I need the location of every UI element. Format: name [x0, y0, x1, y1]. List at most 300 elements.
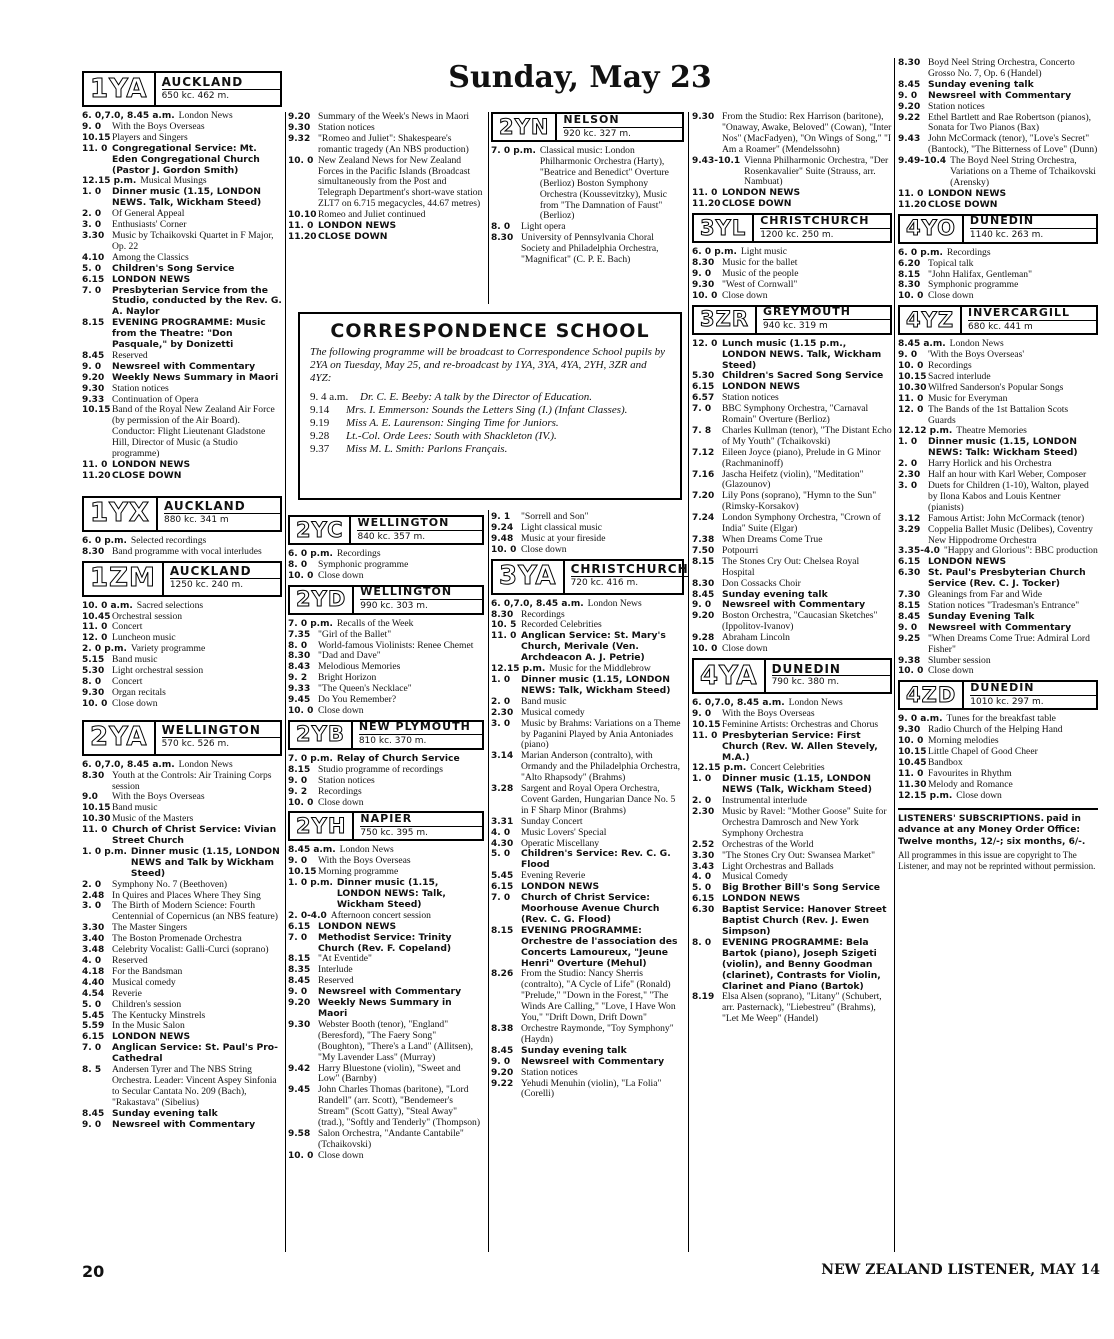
programme-description: Music by Tchaikovski Quartet in F Major, Op. 22	[112, 229, 274, 252]
programme-description: Gleanings from Far and Wide	[928, 589, 1043, 601]
programme-time: 10. 5	[491, 620, 517, 631]
programme-description: Light opera	[521, 221, 566, 233]
programme-description: London News	[788, 696, 843, 708]
station-logo: 4ZD	[900, 682, 964, 708]
programme-time: 4.54	[82, 988, 105, 999]
programme-description: Theatre Memories	[956, 425, 1027, 437]
programme-description: Church of Christ Service: Moorhouse Avenue Church (Rev. C. G. Flood)	[521, 892, 660, 925]
programme-list-2yd	[288, 619, 484, 717]
programme-time: 10. 0	[491, 544, 517, 555]
programme-description: Sacred interlude	[928, 370, 991, 382]
programme-time: 11. 0	[82, 460, 108, 470]
station-frequency: 990 kc. 303 m.	[360, 601, 428, 612]
programme-time: 7.38	[692, 535, 715, 545]
station-header-2yn	[491, 112, 684, 142]
programme-item	[82, 847, 282, 880]
programme-item	[288, 787, 484, 798]
programme-description: Jascha Heifetz (violin), "Meditation" (Glazounov)	[722, 468, 864, 491]
programme-description: Reserved	[112, 349, 148, 361]
programme-item	[898, 91, 1098, 102]
programme-description: Lily Pons (soprano), "Hymn to the Sun" (Rimsky-Korsakov)	[722, 490, 877, 513]
programme-time: 6. 0 p.m.	[692, 247, 737, 258]
programme-time: 4.10	[82, 252, 105, 263]
programme-list-2ya-cont	[288, 112, 486, 243]
programme-description: Musical comedy	[112, 976, 176, 988]
programme-time: 5.45	[82, 1010, 105, 1021]
programme-time: 8.26	[491, 969, 514, 980]
programme-time: 2. 0	[898, 459, 918, 470]
programme-time: 9. 0	[288, 987, 308, 998]
programme-description: Andersen Tyrer and The NBS String Orchestra. Leader: Vincent Aspey Sinfonia to Secular Cantata No. 209 (Bach), "Rakastava" (Sibelius)	[112, 1064, 277, 1108]
programme-description: Station notices "Tradesman's Entrance"	[928, 599, 1080, 611]
programme-description: Music Lovers' Special	[521, 826, 607, 838]
station-header-4zd	[898, 680, 1098, 710]
programme-time: 11. 0	[82, 825, 108, 836]
programme-time: 9.45	[288, 695, 311, 706]
programme-time: 5.59	[82, 1021, 105, 1032]
programme-time: 9.22	[898, 112, 921, 123]
programme-description: LONDON NEWS	[928, 556, 1007, 568]
programme-time: 3.48	[82, 945, 105, 956]
correspondence-time: 9. 4 a.m.	[310, 391, 349, 403]
programme-description: Station notices	[318, 121, 375, 133]
programme-time: 6.30	[692, 905, 715, 916]
programme-item	[82, 771, 282, 793]
programme-item	[288, 156, 486, 211]
subscriptions-notice	[898, 808, 1098, 872]
station-header-3ya	[491, 559, 689, 595]
programme-time: 3.30	[82, 230, 105, 241]
programme-description: Sunday evening talk	[722, 588, 828, 600]
programme-time: 10.10	[288, 210, 317, 221]
programme-time: 5. 0	[692, 883, 712, 894]
programme-item	[692, 470, 892, 492]
correspondence-items	[310, 391, 670, 456]
programme-description: Children's Sacred Song Service	[722, 370, 884, 382]
programme-time: 9. 0	[288, 775, 308, 786]
programme-time: 10. 0	[898, 736, 924, 747]
programme-item	[82, 699, 282, 710]
programme-item	[898, 514, 1098, 525]
programme-item	[898, 102, 1098, 113]
correspondence-item	[310, 430, 670, 443]
programme-time: 8.30	[491, 233, 514, 244]
programme-item	[491, 926, 684, 970]
programme-description: Recorded Celebrities	[521, 619, 602, 631]
station-header-4yz	[898, 305, 1098, 335]
programme-description: CLOSE DOWN	[928, 198, 998, 210]
programme-description: Sunday evening talk	[112, 1107, 218, 1119]
programme-description: Dinner music (1.15, LONDON NEWS. Talk, Wickham Steed)	[112, 186, 262, 209]
programme-item	[692, 579, 892, 590]
programme-time: 1. 0	[82, 187, 102, 198]
copyright-note: All programmes in this issue are copyright to The Listener, and may not be reprinted without permission.	[898, 850, 1096, 871]
programme-time: 2. 0-4.0	[288, 910, 327, 921]
programme-time: 3.31	[491, 816, 514, 827]
programme-description: Concert Celebrities	[750, 762, 825, 774]
station-header-4ya	[692, 658, 892, 694]
programme-description: In the Music Salon	[112, 1020, 185, 1032]
programme-description: Symphonic programme	[318, 558, 409, 570]
station-logo: 2YA	[84, 722, 156, 754]
programme-item	[82, 471, 282, 482]
programme-description: Dinner music (1.15, LONDON NEWS: Talk, Wickham Steed)	[336, 877, 446, 910]
programme-time: 10. 0	[692, 644, 718, 655]
programme-description: Tunes for the breakfast table	[946, 713, 1056, 725]
programme-item	[898, 568, 1098, 590]
programme-time: 8.43	[288, 662, 311, 673]
programme-item	[288, 776, 484, 787]
programme-time: 9.58	[288, 1128, 311, 1139]
programme-time: 9.30	[898, 725, 921, 736]
programme-item	[82, 1043, 282, 1065]
programme-item	[288, 1085, 484, 1129]
programme-item	[692, 156, 892, 189]
programme-item	[82, 264, 282, 275]
programme-time: 6. 0,7.0, 8.45 a.m.	[82, 111, 175, 121]
programme-time: 9.0	[82, 792, 98, 803]
station-logo: 1YX	[84, 498, 158, 530]
programme-description: Music for Everyman	[928, 392, 1008, 404]
programme-time: 8.45	[82, 350, 105, 361]
programme-description: Variety programme	[130, 643, 206, 655]
programme-description: Newsreel with Commentary	[521, 1055, 665, 1067]
programme-time: 10. 0	[898, 666, 924, 677]
correspondence-description: Dr. C. E. Beeby: A talk by the Director of Education.	[360, 391, 592, 403]
programme-time: 8. 5	[82, 1065, 102, 1076]
station-logo: 4YO	[900, 216, 964, 242]
programme-item	[692, 807, 892, 840]
programme-description: Recordings	[318, 785, 362, 797]
programme-time: 9.30	[82, 383, 105, 394]
programme-description: "At Eventide"	[318, 953, 372, 965]
programme-time: 2.30	[692, 807, 715, 818]
programme-time: 3.29	[898, 524, 921, 535]
programme-item	[692, 992, 892, 1025]
programme-time: 9.42	[288, 1063, 311, 1074]
programme-time: 7.35	[288, 629, 311, 640]
correspondence-time: 9.37	[310, 443, 330, 455]
station-frequency: 680 kc. 441 m	[968, 321, 1033, 332]
programme-item	[692, 426, 892, 448]
programme-time: 8. 0	[288, 640, 308, 651]
programme-item	[692, 199, 892, 210]
programme-time: 6.57	[692, 393, 715, 404]
programme-list-2ya	[82, 760, 282, 1131]
programme-time: 11. 0	[692, 730, 718, 741]
programme-time: 4. 0	[692, 872, 712, 883]
programme-time: 10. 0	[288, 155, 314, 166]
programme-description: LONDON NEWS	[112, 459, 191, 470]
programme-time: 8.30	[898, 280, 921, 291]
programme-time: 6.15	[898, 557, 921, 568]
programme-item	[898, 437, 1098, 459]
programme-item	[898, 791, 1098, 802]
programme-item	[898, 259, 1098, 270]
programme-description: Children's session	[112, 998, 182, 1010]
programme-description: Concert	[112, 621, 143, 633]
programme-description: Organ recitals	[112, 686, 166, 698]
programme-description: Of General Appeal	[112, 208, 185, 220]
programme-item	[692, 611, 892, 633]
programme-item	[82, 989, 282, 1000]
programme-description: "Sorrell and Son"	[521, 511, 589, 522]
programme-item	[288, 619, 484, 630]
station-frequency: 1200 kc. 250 m.	[760, 229, 834, 240]
programme-description: Romeo and Juliet continued	[318, 209, 426, 221]
programme-description: Big Brother Bill's Song Service	[722, 882, 881, 894]
programme-time: 3.40	[82, 934, 105, 945]
programme-time: 9.20	[288, 112, 311, 122]
programme-description: When Dreams Come True	[722, 534, 823, 545]
programme-time: 7.24	[692, 513, 715, 524]
programme-item	[491, 631, 684, 664]
programme-time: 3. 0	[82, 220, 102, 231]
programme-time: 10.15	[82, 803, 111, 814]
programme-item	[692, 112, 892, 156]
programme-time: 9. 0	[898, 350, 918, 361]
correspondence-description: Lt.-Col. Orde Lees: South with Shackleton (IV.).	[346, 430, 557, 442]
programme-time: 4. 0	[491, 827, 511, 838]
programme-time: 5.45	[491, 871, 514, 882]
programme-item	[491, 1068, 684, 1079]
programme-description: Afternoon concert session	[330, 909, 431, 921]
correspondence-time: 9.14	[310, 404, 330, 416]
station-name: NAPIER	[360, 814, 482, 827]
station-name: DUNEDIN	[772, 664, 890, 677]
programme-time: 8.15	[898, 600, 921, 611]
programme-time: 3.43	[692, 861, 715, 872]
programme-time: 9.43	[898, 134, 921, 145]
programme-time: 9. 0	[898, 622, 918, 633]
programme-description: Concert	[112, 675, 143, 687]
programme-description: "John Halifax, Gentleman"	[928, 268, 1033, 280]
programme-item	[692, 644, 892, 655]
page-title: Sunday, May 23	[448, 60, 712, 95]
programme-description: Recordings	[521, 608, 565, 620]
programme-description: Morning melodies	[928, 735, 999, 747]
programme-list-1zm	[82, 601, 282, 710]
programme-time: 9. 0 a.m.	[898, 714, 943, 725]
column-2-lower-left	[288, 512, 484, 1162]
programme-time: 8.15	[692, 556, 715, 567]
programme-item	[288, 798, 484, 809]
programme-time: 6.15	[82, 1032, 105, 1043]
programme-description: From the Studio: Rex Harrison (baritone), "Onaway, Awake, Beloved" (Cowan), "Inter Nos" (MacFadyen), "On Wings of Song," "I Am a Roamer" (Mendelssohn)	[722, 111, 892, 155]
programme-time: 12. 0	[692, 338, 718, 349]
programme-item	[82, 1109, 282, 1120]
programme-description: Station notices	[318, 774, 375, 786]
programme-time: 9. 0	[82, 1119, 102, 1130]
correspondence-time: 9.28	[310, 430, 330, 442]
programme-time: 1. 0	[898, 437, 918, 448]
programme-time: 12. 0	[82, 633, 108, 644]
station-name: INVERCARGILL	[968, 308, 1096, 321]
programme-item	[491, 708, 684, 719]
programme-item	[82, 601, 282, 612]
programme-item	[898, 291, 1098, 302]
programme-description: Station notices	[928, 100, 985, 112]
programme-time: 10. 0	[288, 705, 314, 716]
programme-time: 2. 0	[82, 209, 102, 220]
programme-description: Sargent and Royal Opera Orchestra, Covent Garden, Hungarian Dance No. 5 in F Sharp Minor (Brahms)	[521, 783, 676, 816]
programme-description: LONDON NEWS	[112, 273, 191, 285]
programme-time: 8.30	[288, 651, 311, 662]
programme-description: Light Orchestras and Ballads	[722, 860, 834, 872]
programme-time: 8.45	[82, 1108, 105, 1119]
programme-time: 4. 0	[82, 956, 102, 966]
programme-description: Vienna Philharmonic Orchestra, "Der Rosenkavalier" Suite (Strauss, arr. Nambuat)	[744, 154, 889, 188]
station-header-2yh	[288, 811, 484, 841]
programme-description: LONDON NEWS	[112, 1031, 191, 1043]
station-frequency: 650 kc. 462 m.	[161, 90, 230, 101]
programme-description: Luncheon music	[112, 632, 176, 644]
programme-time: 9. 1	[491, 512, 511, 522]
programme-list-3ya	[491, 599, 684, 1101]
programme-time: 7.20	[692, 491, 715, 502]
programme-item	[491, 1024, 684, 1046]
programme-time: 9.43-10.1	[692, 155, 741, 166]
programme-time: 7.16	[692, 469, 715, 480]
programme-list-4ya	[692, 698, 892, 1025]
correspondence-description: Mrs. I. Emmerson: Sounds the Letters Sing (I.) (Infant Classes).	[346, 404, 628, 416]
programme-description: Harry Horlick and his Orchestra	[928, 458, 1052, 470]
programme-list-1yx	[82, 536, 282, 558]
programme-time: 6. 0 p.m.	[898, 247, 943, 258]
programme-description: Bandbox	[928, 756, 963, 768]
programme-time: 10.15	[82, 405, 111, 416]
correspondence-description: Miss A. E. Laurenson: Singing Time for Juniors.	[346, 417, 559, 429]
programme-time: 10.30	[82, 814, 111, 825]
programme-list-2yb	[288, 754, 484, 809]
programme-description: LONDON NEWS	[722, 893, 801, 905]
programme-description: Congregational Service: Mt. Eden Congregational Church (Pastor J. Gordon Smith)	[112, 142, 260, 176]
programme-time: 9.38	[898, 655, 921, 666]
programme-time: 11. 0	[82, 143, 108, 154]
column-2-lower-right	[491, 511, 689, 1100]
programme-time: 8.45	[898, 611, 921, 622]
programme-time: 8.45	[898, 79, 921, 90]
programme-description: With the Boys Overseas	[722, 707, 815, 719]
programme-time: 8. 0	[288, 559, 308, 570]
programme-description: With the Boys Overseas	[112, 791, 205, 803]
programme-description: Relay of Church Service	[336, 752, 460, 764]
programme-time: 6. 0,7.0, 8.45 a.m.	[692, 697, 785, 708]
programme-time: 9.20	[82, 372, 105, 383]
programme-time: 9. 0	[288, 856, 308, 867]
programme-description: The Birth of Modern Science: Fourth Centennial of Copernicus (an NBS feature)	[112, 900, 278, 923]
programme-item	[288, 706, 484, 717]
programme-time: 6.15	[82, 274, 105, 285]
station-name: CHRISTCHURCH	[760, 216, 890, 229]
programme-time: 5.15	[82, 655, 105, 666]
station-frequency: 940 kc. 319 m	[763, 321, 828, 332]
programme-time: 8.38	[491, 1023, 514, 1034]
programme-time: 10. 0	[898, 291, 924, 302]
programme-item	[692, 774, 892, 796]
programme-time: 9.30	[288, 1019, 311, 1030]
column-2a	[288, 112, 486, 243]
programme-description: Feminine Artists: Orchestras and Chorus	[722, 718, 879, 730]
programme-description: Favourites in Rhythm	[928, 767, 1012, 779]
programme-time: 11.20	[692, 199, 721, 210]
programme-time: 9.33	[82, 394, 105, 405]
programme-item	[82, 547, 282, 558]
programme-time: 4.40	[82, 977, 105, 988]
station-header-2yb	[288, 720, 484, 750]
programme-description: Close down	[318, 796, 364, 808]
station-header-3yl	[692, 213, 892, 243]
station-name: WELLINGTON	[357, 518, 482, 531]
programme-item	[491, 233, 684, 266]
programme-item	[692, 339, 892, 372]
programme-time: 9.28	[692, 633, 715, 644]
programme-description: Presbyterian Service from the Studio, conducted by the Rev. G. A. Naylor	[112, 284, 282, 318]
programme-description: Half an hour with Karl Weber, Composer	[928, 469, 1087, 481]
station-header-2yd	[288, 585, 484, 615]
column-rule	[488, 112, 489, 304]
programme-description: Slumber session	[928, 654, 991, 666]
programme-time: 3. 0	[82, 901, 102, 912]
programme-time: 7. 0 p.m.	[288, 618, 333, 629]
programme-time: 8.15	[491, 925, 514, 936]
programme-time: 2.48	[82, 890, 105, 901]
station-header-2ya	[82, 720, 282, 756]
programme-time: 10.15	[82, 132, 111, 143]
programme-description: With the Boys Overseas	[112, 120, 205, 132]
programme-time: 4.30	[491, 838, 514, 849]
programme-item	[288, 232, 486, 243]
programme-list-2yn-cont	[692, 112, 892, 210]
programme-time: 2. 0	[491, 696, 511, 707]
programme-description: "Romeo and Juliet": Shakespeare's romantic tragedy (An NBS production)	[318, 132, 469, 155]
programme-time: 8.45	[288, 976, 311, 987]
programme-time: 11. 0	[82, 622, 108, 633]
programme-time: 11. 0	[898, 768, 924, 779]
programme-description: Salon Orchestra, "Andante Cantabile" (Tchaikovski)	[318, 1127, 464, 1150]
programme-time: 3. 0	[491, 718, 511, 729]
programme-description: Morning programme	[318, 866, 399, 878]
programme-item	[491, 893, 684, 926]
programme-time: 7.50	[692, 545, 715, 556]
programme-time: 11.20	[288, 231, 317, 242]
programme-item	[692, 938, 892, 993]
programme-time: 2.52	[692, 839, 715, 850]
programme-description: "The Stones Cry Out: Swansea Market"	[722, 849, 876, 861]
programme-time: 10.45	[82, 611, 111, 622]
station-header-1yx	[82, 496, 282, 532]
programme-time: 12.15 p.m.	[898, 790, 953, 801]
programme-item	[491, 751, 684, 784]
programme-description: Musical Musings	[140, 175, 207, 187]
correspondence-description: Miss M. L. Smith: Parlons Français.	[346, 443, 508, 455]
programme-time: 12.12 p.m.	[898, 426, 953, 437]
programme-time: 8.35	[288, 965, 311, 976]
programme-description: LONDON NEWS	[722, 187, 801, 199]
programme-time: 8.45 a.m.	[288, 845, 336, 856]
programme-item	[692, 557, 892, 579]
programme-time: 12. 0	[898, 404, 924, 415]
station-header-4yo	[898, 214, 1098, 244]
programme-description: "When Dreams Come True: Admiral Lord Fisher"	[928, 632, 1090, 655]
programme-time: 7. 0	[692, 404, 712, 415]
programme-time: 5. 0	[82, 263, 102, 274]
programme-description: Abraham Lincoln	[722, 632, 790, 644]
programme-description: Marian Anderson (contralto), with Ormandy and the Philadelphia Orchestra, "Alto Rhapsody" (Brahms)	[521, 750, 681, 784]
column-1	[82, 68, 282, 1131]
station-name: WELLINGTON	[162, 725, 280, 738]
programme-time: 9. 2	[288, 673, 308, 684]
